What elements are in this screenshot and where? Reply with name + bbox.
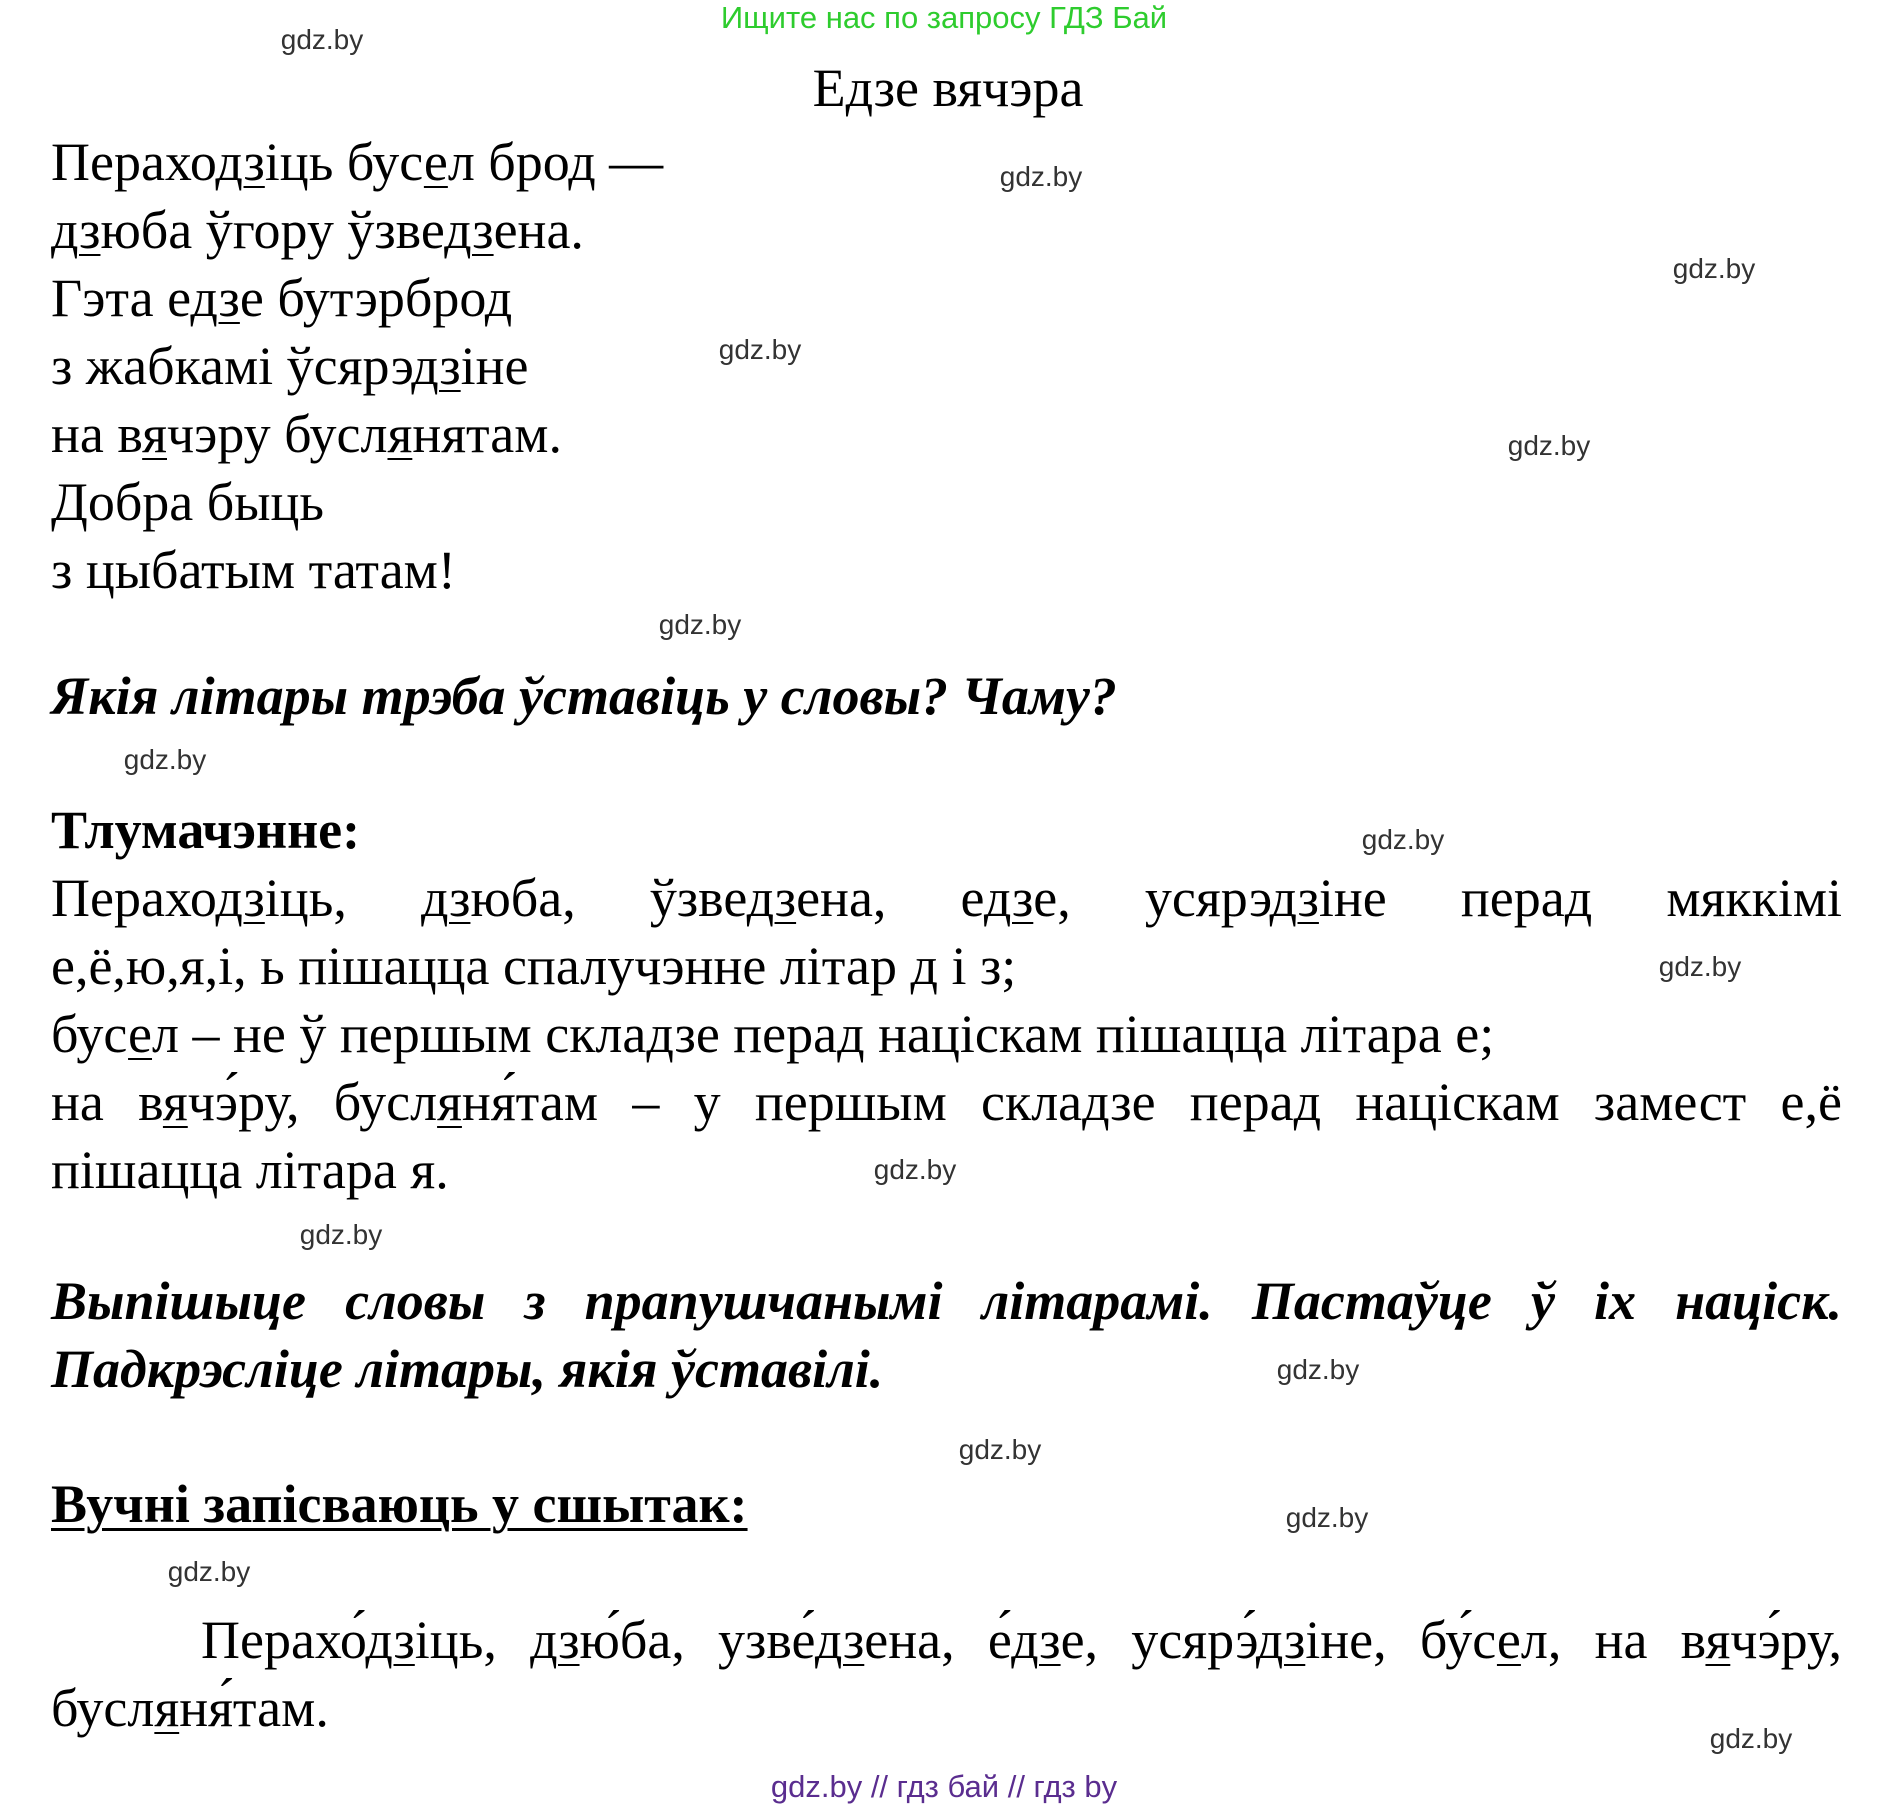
text-segment: іць,: [264, 868, 421, 928]
text-segment: чэ́ру, бусл: [187, 1072, 438, 1132]
poem-line: [51, 536, 1842, 604]
text-segment: Перахо́: [201, 1610, 366, 1670]
text-segment: на в: [51, 1072, 163, 1132]
inserted-letters: дз: [1269, 868, 1319, 928]
answer-heading-text: Вучні запісваюць у сшытак:: [51, 1474, 748, 1534]
task-line: Выпішыце словы з прапушчанымі літарамі. Пастаўце ў іх націск.: [51, 1271, 1842, 1331]
watermark: gdz.by: [658, 609, 742, 640]
poem-line: [51, 196, 1842, 264]
poem-line: [51, 264, 1842, 332]
inserted-letters: я: [437, 1072, 462, 1132]
inserted-letters: я: [142, 404, 167, 464]
watermark: gdz.by: [873, 1154, 957, 1185]
text-segment: іне, бу́с: [1305, 1610, 1497, 1670]
text-segment: Гэта е: [51, 268, 191, 328]
explanation-heading: Тлумачэнне:: [51, 800, 361, 860]
answer-heading: [51, 1470, 1842, 1538]
question: Якія літары трэба ўставіць у словы? Чаму?: [51, 666, 1117, 726]
text-segment: іць бус: [264, 132, 424, 192]
explanation-line: [51, 864, 1842, 932]
text-segment: е, усярэ́: [1060, 1610, 1256, 1670]
text-segment: Перахо: [51, 132, 216, 192]
watermark: gdz.by: [718, 334, 802, 365]
text-segment: чэру бусл: [167, 404, 388, 464]
poem: [51, 128, 1842, 604]
text-segment: з жабкамі ўсярэ: [51, 336, 412, 396]
inserted-letters: дз: [1011, 1610, 1061, 1670]
inserted-letters: дз: [215, 132, 265, 192]
inserted-letters: дз: [444, 200, 494, 260]
search-banner: Ищите нас по запросу ГДЗ Бай: [720, 0, 1168, 35]
text-segment: е бутэрброд: [239, 268, 513, 328]
watermark: gdz.by: [123, 744, 207, 775]
inserted-letters: дз: [983, 868, 1034, 928]
inserted-letters: е: [423, 132, 448, 192]
text-segment: іне: [460, 336, 529, 396]
text-segment: на в: [51, 404, 143, 464]
text-segment: л брод —: [447, 132, 664, 192]
explanation-line: [51, 1000, 1842, 1068]
watermark: gdz.by: [1658, 951, 1742, 982]
text-segment: юба, ўзве: [470, 868, 747, 928]
inserted-letters: дз: [51, 200, 101, 260]
watermark: gdz.by: [280, 24, 364, 55]
text-segment: л, на в: [1520, 1610, 1706, 1670]
inserted-letters: дз: [530, 1610, 580, 1670]
text-segment: іне перад мяккімі: [1318, 868, 1843, 928]
inserted-letters: дз: [365, 1610, 415, 1670]
text-segment: з цыбатым татам!: [51, 540, 456, 600]
text-segment: ена, е: [796, 868, 984, 928]
inserted-letters: дз: [814, 1610, 865, 1670]
watermark: gdz.by: [167, 1556, 251, 1587]
text-segment: бус: [51, 1004, 129, 1064]
text-segment: пішацца літара я.: [51, 1140, 449, 1200]
text-segment: нятам.: [412, 404, 562, 464]
text-segment: юба ўгору ўзве: [100, 200, 445, 260]
poem-line: [51, 468, 1842, 536]
explanation: [51, 864, 1842, 1204]
task: [51, 1267, 1842, 1403]
inserted-letters: е: [128, 1004, 153, 1064]
answer-line: [51, 1674, 1842, 1742]
text-segment: ена.: [493, 200, 584, 260]
inserted-letters: дз: [215, 868, 265, 928]
explanation-line: [51, 1068, 1842, 1136]
poem-line: [51, 332, 1842, 400]
text-segment: ня́там.: [179, 1678, 329, 1738]
watermark: gdz.by: [1507, 430, 1591, 461]
poem-line: [51, 128, 1842, 196]
task-line: Падкрэсліце літары, якія ўставілі.: [51, 1339, 884, 1399]
text-segment: е,ё,ю,я,і, ь пішацца спалучэнне літар д і з;: [51, 936, 1017, 996]
answer: [51, 1606, 1842, 1742]
inserted-letters: дз: [746, 868, 797, 928]
watermark: gdz.by: [1361, 824, 1445, 855]
watermark: gdz.by: [1276, 1354, 1360, 1385]
inserted-letters: я: [162, 1072, 188, 1132]
text-segment: ена, е́: [864, 1610, 1012, 1670]
inserted-letters: дз: [420, 868, 471, 928]
text-segment: ю́ба, узве́: [579, 1610, 815, 1670]
footer-links: gdz.by // гдз бай // гдз by: [770, 1769, 1118, 1804]
text-segment: Добра быць: [51, 472, 325, 532]
watermark: gdz.by: [958, 1434, 1042, 1465]
text-segment: е, усярэ: [1033, 868, 1270, 928]
inserted-letters: я: [154, 1678, 180, 1738]
text-segment: бусл: [51, 1678, 155, 1738]
explanation-line: [51, 932, 1842, 1000]
inserted-letters: я: [387, 404, 413, 464]
inserted-letters: дз: [190, 268, 240, 328]
watermark: gdz.by: [999, 161, 1083, 192]
watermark: gdz.by: [1709, 1723, 1793, 1754]
text-segment: Перахо: [51, 868, 216, 928]
inserted-letters: е: [1496, 1610, 1521, 1670]
poem-title: Едзе вячэра: [812, 58, 1084, 118]
watermark: gdz.by: [299, 1219, 383, 1250]
answer-line: [51, 1606, 1842, 1674]
text-segment: ня́там – у першым складзе перад націскам замест е,ё: [461, 1072, 1842, 1132]
text-segment: іць,: [414, 1610, 531, 1670]
watermark: gdz.by: [1672, 253, 1756, 284]
inserted-letters: дз: [411, 336, 461, 396]
inserted-letters: я: [1705, 1610, 1731, 1670]
inserted-letters: дз: [1255, 1610, 1306, 1670]
text-segment: л – не ў першым складзе перад націскам пішацца літара е;: [152, 1004, 1495, 1064]
text-segment: чэ́ру,: [1730, 1610, 1843, 1670]
watermark: gdz.by: [1285, 1502, 1369, 1533]
